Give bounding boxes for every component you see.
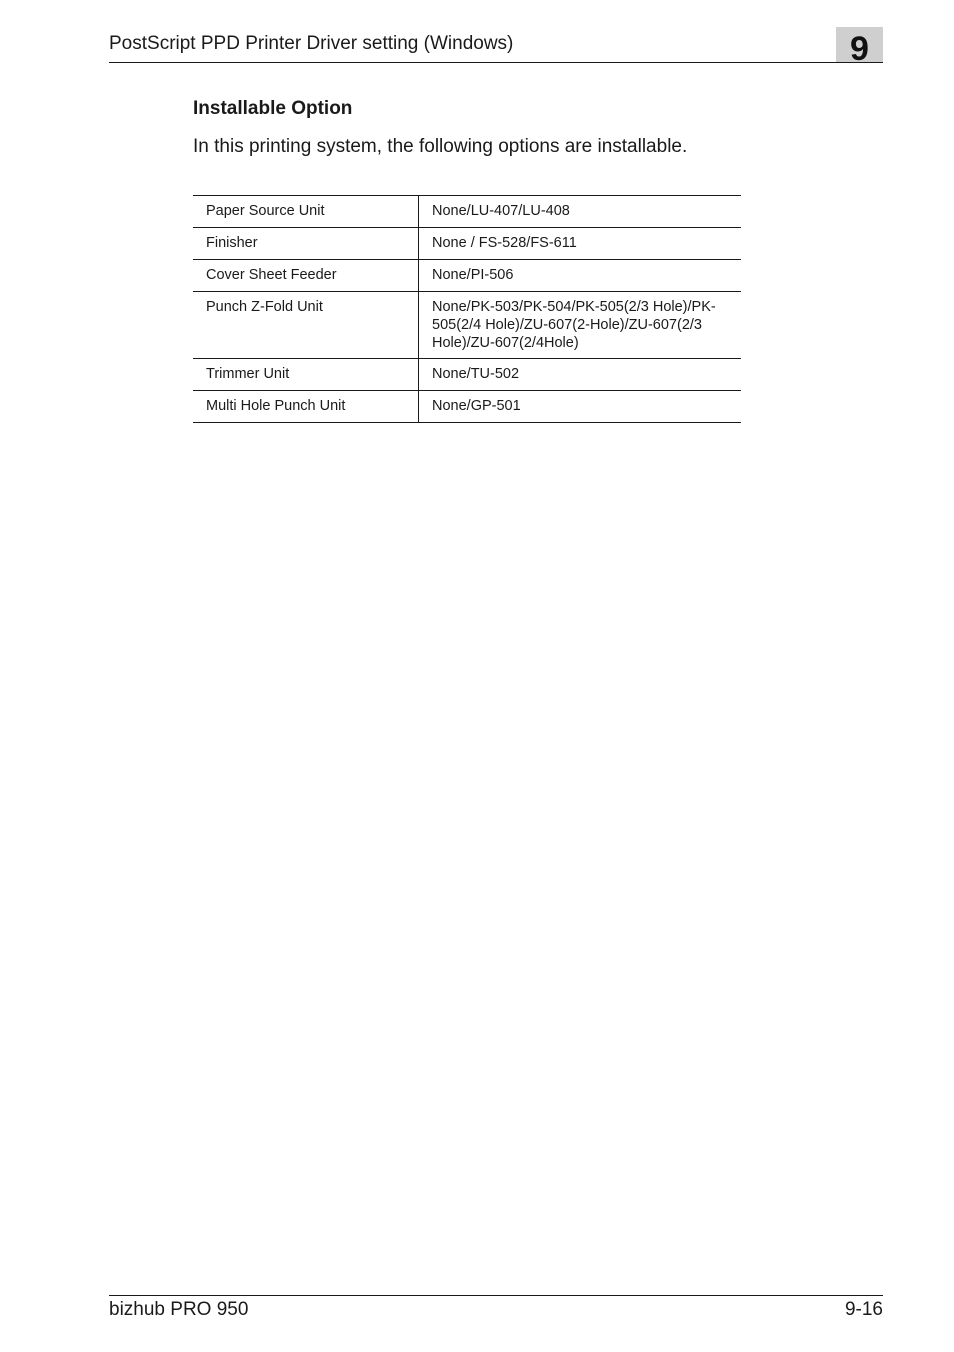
option-name: Finisher xyxy=(193,228,419,260)
option-value: None/TU-502 xyxy=(419,359,742,391)
table-row xyxy=(193,196,741,228)
table-row xyxy=(193,391,741,423)
table-row xyxy=(193,228,741,260)
footer-divider xyxy=(109,1295,883,1296)
table-row xyxy=(193,292,741,359)
option-value: None/PI-506 xyxy=(419,260,742,292)
footer-page-number: 9-16 xyxy=(844,1299,883,1320)
option-value: None/LU-407/LU-408 xyxy=(419,196,742,228)
option-name: Paper Source Unit xyxy=(193,196,419,228)
table-row xyxy=(193,359,741,391)
option-name: Punch Z-Fold Unit xyxy=(193,292,419,359)
option-name: Trimmer Unit xyxy=(193,359,419,391)
chapter-number: 9 xyxy=(850,30,869,68)
installable-options-table xyxy=(193,195,741,423)
intro-paragraph: In this printing system, the following options are installable. xyxy=(193,136,688,157)
option-value: None/PK-503/PK-504/PK-505(2/3 Hole)/PK-505(2/4 Hole)/ZU-607(2-Hole)/ZU-607(2/3 Hole)/ZU-607(2/4Hole) xyxy=(419,292,742,359)
footer-product-name: bizhub PRO 950 xyxy=(109,1299,249,1320)
section-title: Installable Option xyxy=(193,98,353,119)
option-name: Cover Sheet Feeder xyxy=(193,260,419,292)
option-value: None/GP-501 xyxy=(419,391,742,423)
option-name: Multi Hole Punch Unit xyxy=(193,391,419,423)
option-value: None / FS-528/FS-611 xyxy=(419,228,742,260)
table-row xyxy=(193,260,741,292)
header-divider xyxy=(109,62,883,63)
header-title: PostScript PPD Printer Driver setting (Windows) xyxy=(109,33,514,54)
